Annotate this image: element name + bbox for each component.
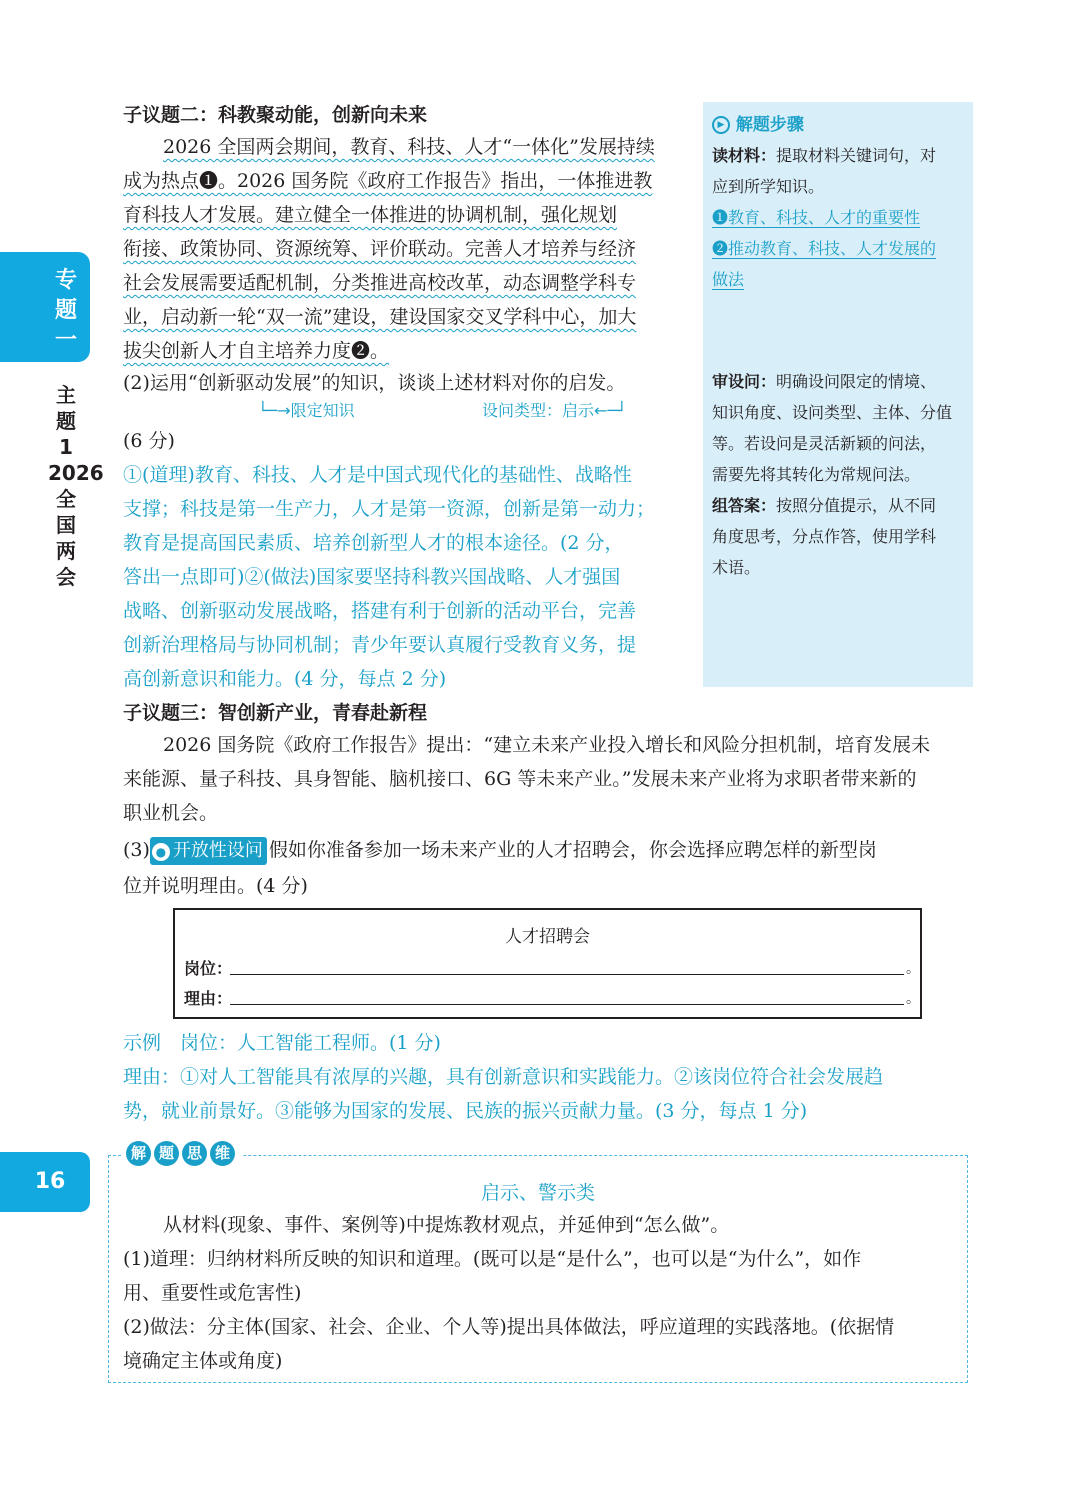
material-line: 2026 国务院《政府工作报告》提出：“建立未来产业投入增长和风险分担机制，培育发展未 (163, 734, 931, 756)
answer-line: 答出一点即可)②(做法)国家要坚持科教兴国战略、人才强国 (123, 566, 621, 588)
reason-period: 。 (906, 991, 920, 1007)
answer-line: 创新治理格局与协同机制；青少年要认真履行受教育义务，提 (123, 634, 637, 656)
answer-line: 支撑；科技是第一生产力，人才是第一资源，创新是第一动力； (123, 498, 656, 520)
material-line: 职业机会。 (123, 802, 219, 824)
recruitment-title: 人才招聘会 (505, 927, 590, 947)
answer-3 (123, 1026, 983, 1128)
answer-line: 高创新意识和能力。(4 分，每点 2 分) (123, 668, 447, 690)
reason-label: 理由： (184, 989, 233, 1008)
side-tab-label: 专 题 一 (54, 268, 77, 353)
question-2-score: (6 分) (123, 430, 175, 452)
material-line: 业，启动新一轮“双一流”建设，建设国家交叉学科中心，加大 (123, 306, 637, 328)
position-period: 。 (906, 961, 920, 977)
badge-char: 思 (182, 1141, 207, 1166)
material-line: 育科技人才发展。建立健全一体推进的协调机制，强化规划 (123, 204, 618, 226)
material-line: 社会发展需要适配机制，分类推进高校改革，动态调整学科专 (123, 272, 637, 294)
question-3: (3) ● 开放性设问 假如你准备参加一场未来产业的人才招聘会，你会选择应聘怎样的新型岗 位并说明理由。(4 分) (123, 839, 877, 897)
note-limited-knowledge: └─→限定知识 (258, 401, 355, 420)
arrow-icon: └─→ (258, 401, 291, 420)
answer-line: ①(道理)教育、科技、人才是中国式现代化的基础性、战略性 (123, 464, 632, 486)
note-question-type: 设问类型：启示←─┘ (482, 401, 627, 420)
thinking-badges (122, 1141, 242, 1166)
material-line: 2026 全国两会期间，教育、科技、人才“一体化”发展持续 (163, 136, 655, 158)
answer-line: 教育是提高国民素质、培养创新型人才的根本途径。(2 分， (123, 532, 624, 554)
material-line: 拔尖创新人才自主培养力度❷。 (123, 340, 390, 362)
thinking-content: 从材料(现象、事件、案例等)中提炼教材观点，并延伸到“怎么做”。 (1)道理：归纳材料所反映的知识和道理。(既可以是“是什么”，也可以是“为什么”，如作 用、重要性或危害性) (2)做法：分主体(国家、社会、企业、个人等)提出具体做法，呼应道理的实践落地。(依据情 境确定主体或角度) (123, 1214, 895, 1372)
badge-char: 维 (210, 1141, 235, 1166)
material-line: 衔接、政策协同、资源统筹、评价联动。完善人才培养与经济 (123, 238, 637, 260)
subtopic2-material (123, 130, 683, 368)
answer-2 (123, 458, 683, 696)
material-line: 成为热点❶。2026 国务院《政府工作报告》指出，一体推进教 (123, 170, 653, 192)
position-label: 岗位： (184, 959, 233, 978)
answer-line: 势，就业前景好。③能够为国家的发展、民族的振兴贡献力量。(3 分，每点 1 分) (123, 1100, 808, 1122)
answer-line: 战略、创新驱动发展战略，搭建有利于创新的活动平台，完善 (123, 600, 637, 622)
position-blank-line (230, 974, 904, 975)
thinking-title: 启示、警示类 (480, 1182, 595, 1204)
side-vertical-title: 主 题 1 2026 全 国 两 会 (48, 383, 104, 589)
material-line: 来能源、量子科技、具身智能、脑机接口、6G 等未来产业。”发展未来产业将为求职者带来新的 (123, 768, 917, 790)
subtopic2-heading: 子议题二：科教聚动能，创新向未来 (123, 104, 428, 126)
lightbulb-icon: ● (152, 843, 170, 861)
panel-read: 读材料：提取材料关键词句，对 应到所学知识。 ❶教育、科技、人才的重要性 ❷推动教育、科技、人才发展的 做法 (712, 146, 937, 289)
subtopic3-heading: 子议题三：智创新产业，青春赴新程 (123, 702, 428, 724)
open-question-badge: ● 开放性设问 (150, 837, 267, 865)
panel-audit: 审设问：明确设问限定的情境、 知识角度、设问类型、主体、分值 等。若设问是灵活新颖的问法， 需要先将其转化为常规问法。 组答案：按照分值提示，从不同 角度思考，分点作答，使用学科 术语。 (712, 372, 953, 577)
arrow-icon: ←─┘ (594, 401, 627, 420)
badge-char: 解 (126, 1141, 151, 1166)
question-2: (2)运用“创新驱动发展”的知识，谈谈上述材料对你的启发。 (123, 372, 626, 394)
badge-char: 题 (154, 1141, 179, 1166)
answer-line: 理由：①对人工智能具有浓厚的兴趣，具有创新意识和实践能力。②该岗位符合社会发展趋 (123, 1066, 884, 1088)
page-number-tab (0, 1152, 90, 1212)
panel-title: ▶ 解题步骤 (712, 110, 804, 135)
answer-line: 示例 岗位：人工智能工程师。(1 分) (123, 1032, 441, 1054)
subtopic3-material (123, 728, 983, 830)
page-number: 16 (34, 1169, 66, 1194)
play-icon: ▶ (712, 116, 730, 134)
reason-blank-line (230, 1004, 904, 1005)
